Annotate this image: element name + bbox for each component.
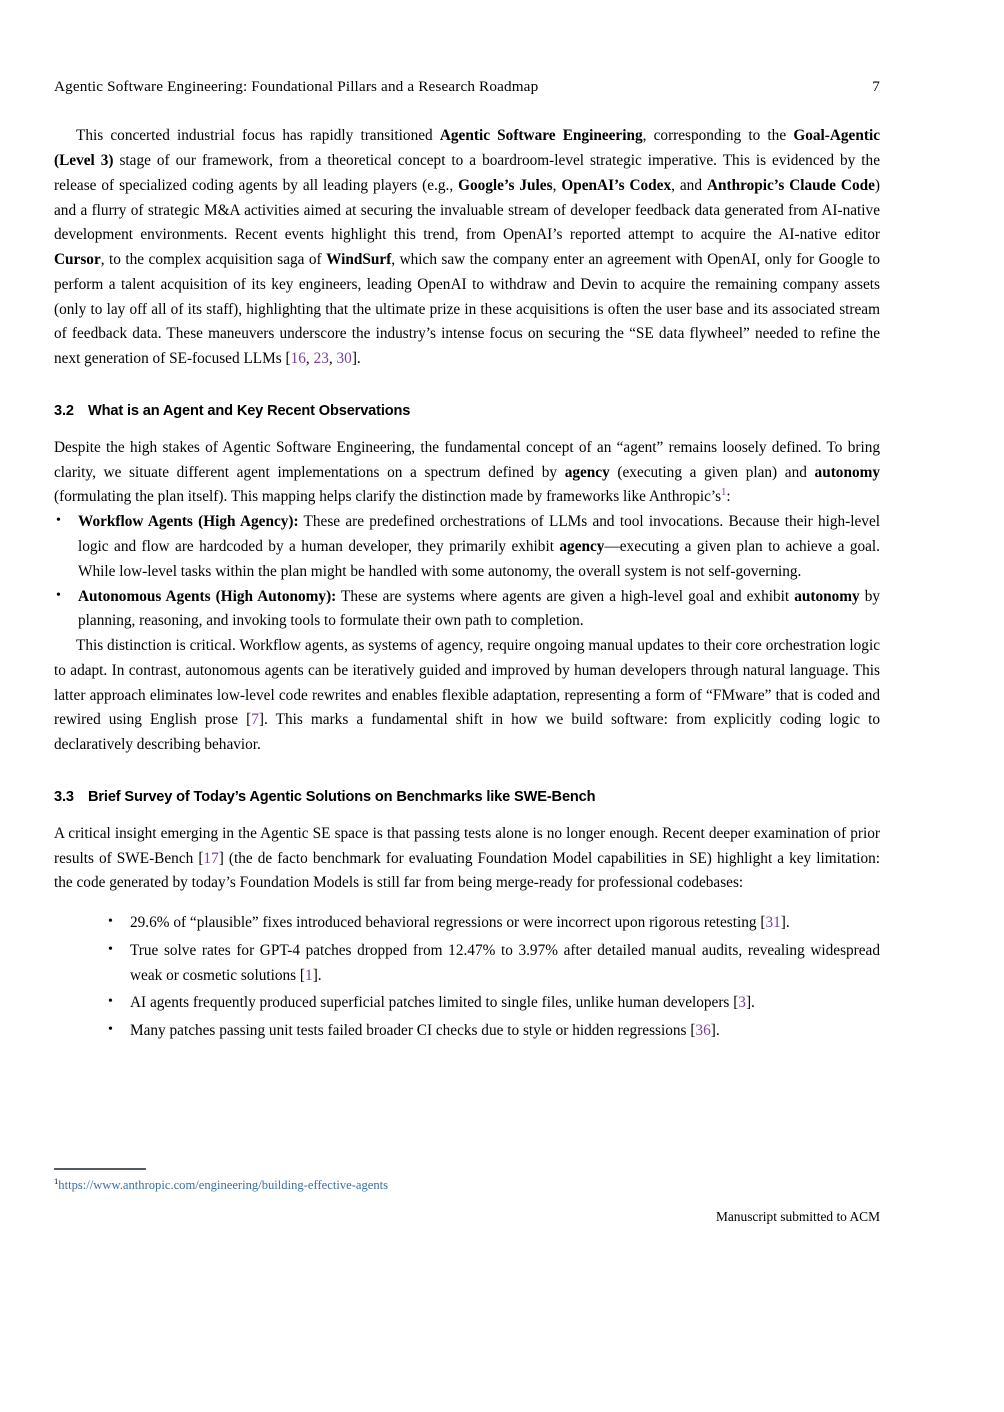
page-number: 7 <box>872 78 880 95</box>
text-run: ]. <box>780 914 790 932</box>
term-anthropic-claude-code: Anthropic’s Claude Code <box>706 176 875 194</box>
agent-types-list <box>54 510 880 634</box>
text-run: , <box>328 350 337 368</box>
citation-link-17[interactable]: 17 <box>203 849 219 867</box>
text-run: , <box>552 176 562 194</box>
text-run: This concerted industrial focus has rapidly transitioned <box>76 127 440 145</box>
text-run: This distinction is critical. Workflow agents, as systems of agency, require ongoing manual updates to their core orchestration logic to adapt. In contrast, autonomous agents can be iteratively guided and improved by human developers through natural language. This latter approach eliminates low-level code rewrites and enables flexible adaptation, representing a form of “FMware” that is coded and rewired using English prose [ <box>54 637 880 729</box>
term-openai-codex: OpenAI’s Codex <box>561 176 672 194</box>
manuscript-footer <box>54 1209 880 1225</box>
term-agentic-software-engineering: Agentic Software Engineering <box>439 127 643 145</box>
running-head <box>54 78 880 96</box>
section-heading-3-2 <box>54 402 880 421</box>
text-run: ]. <box>710 1022 720 1040</box>
section-number: 3.3 <box>54 788 74 805</box>
page-content <box>54 78 880 1044</box>
text-run: (executing a given plan) and <box>609 463 815 481</box>
bullet-lead-autonomous-agents: Autonomous Agents (High Autonomy): <box>78 587 337 605</box>
list-item <box>100 939 880 989</box>
section-3-3-paragraph-1 <box>54 822 880 896</box>
text-run: , and <box>671 176 707 194</box>
text-run: AI agents frequently produced superficial patches limited to single files, unlike human developers [ <box>130 994 739 1012</box>
text-run: True solve rates for GPT-4 patches dropped from 12.47% to 3.97% after detailed manual audits, revealing widespread weak or cosmetic solutions [ <box>130 941 880 984</box>
section-title: Brief Survey of Today’s Agentic Solutions on Benchmarks like SWE-Bench <box>88 788 596 805</box>
text-run: 29.6% of “plausible” fixes introduced behavioral regressions or were incorrect upon rigorous retesting [ <box>130 914 766 932</box>
text-run: ]. This marks a fundamental shift in how we build software: from explicitly coding logic to declaratively describing behavior. <box>54 711 880 754</box>
text-run: Despite the high stakes of Agentic Software Engineering, the fundamental concept of an “agent” remains loosely defined. To bring clarity, we situate different agent implementations on a spectrum defined by <box>54 438 880 481</box>
text-run: These are systems where agents are given a high-level goal and exhibit <box>336 587 795 605</box>
text-run: A critical insight emerging in the Agentic SE space is that passing tests alone is no longer enough. Recent deeper examination of prior results of SWE-Bench [ <box>54 824 880 867</box>
footnote-number: 1 <box>54 1176 59 1186</box>
section-heading-3-3 <box>54 788 880 807</box>
term-autonomy: autonomy <box>794 587 860 605</box>
citation-link-16[interactable]: 16 <box>290 350 306 368</box>
footnote-1 <box>54 1176 880 1195</box>
term-cursor: Cursor <box>54 251 101 269</box>
citation-link-36[interactable]: 36 <box>695 1022 711 1040</box>
citation-link-7[interactable]: 7 <box>251 711 259 729</box>
footnote-rule <box>54 1168 146 1170</box>
text-run: , <box>305 350 314 368</box>
text-run: ]. <box>745 994 755 1012</box>
citation-link-23[interactable]: 23 <box>313 350 329 368</box>
term-goal-agentic-level-3: Goal-Agentic (Level 3) <box>54 127 880 169</box>
text-run: : <box>726 488 731 506</box>
citation-link-31[interactable]: 31 <box>765 914 781 932</box>
text-run: ]. <box>351 350 361 368</box>
text-run: by planning, reasoning, and invoking tools to formulate their own path to completion. <box>78 587 881 630</box>
text-run: —executing a given plan to achieve a goal. While low-level tasks within the plan might be handled with some autonomy, the overall system is not self-governing. <box>78 538 880 580</box>
footnote-marker-1[interactable]: 1 <box>721 487 727 499</box>
section-title: What is an Agent and Key Recent Observations <box>88 402 411 419</box>
term-agency: agency <box>559 538 605 556</box>
footnote-area <box>54 1168 880 1195</box>
footnote-url-link[interactable]: https://www.anthropic.com/engineering/building-effective-agents <box>58 1178 389 1193</box>
text-run: (formulating the plan itself). This mapping helps clarify the distinction made by frameworks like Anthropic’s <box>54 488 722 506</box>
list-item <box>100 911 880 936</box>
intro-paragraph <box>54 124 880 372</box>
footer-text: Manuscript submitted to ACM <box>715 1209 880 1224</box>
findings-list <box>54 911 880 1044</box>
term-autonomy: autonomy <box>814 463 880 481</box>
citation-link-30[interactable]: 30 <box>336 350 352 368</box>
term-windsurf: WindSurf <box>326 251 392 269</box>
running-head-title: Agentic Software Engineering: Foundational Pillars and a Research Roadmap <box>54 78 539 95</box>
text-run: , to the complex acquisition saga of <box>100 251 327 269</box>
section-heading-3-3-wrapper <box>54 788 880 807</box>
list-item <box>54 585 880 635</box>
list-item <box>100 991 880 1016</box>
citation-link-3[interactable]: 3 <box>738 994 746 1012</box>
text-run: Many patches passing unit tests failed broader CI checks due to style or hidden regressions [ <box>130 1022 696 1040</box>
section-heading-3-2-wrapper <box>54 402 880 421</box>
section-3-2-paragraph-2 <box>54 634 880 758</box>
citation-link-1[interactable]: 1 <box>305 966 313 984</box>
section-number: 3.2 <box>54 402 74 419</box>
text-run: stage of our framework, from a theoretical concept to a boardroom-level strategic imperative. This is evidenced by the release of specialized coding agents by all leading players (e.g., <box>54 152 880 194</box>
list-item <box>100 1019 880 1044</box>
text-run: ] (the de facto benchmark for evaluating Foundation Model capabilities in SE) highlight a key limitation: the code generated by today’s Foundation Models is still far from being merge-ready for professional codebases: <box>54 849 880 892</box>
term-agency: agency <box>564 463 610 481</box>
text-run: ) and a flurry of strategic M&A activities aimed at securing the invaluable stream of developer feedback data generated from AI-native development environments. Recent events highlight this trend, from OpenAI’s reported attempt to acquire the AI-native editor <box>54 176 881 244</box>
list-item <box>54 510 880 584</box>
text-run: , which saw the company enter an agreement with OpenAI, only for Google to perform a talent acquisition of its key engineers, leading OpenAI to withdraw and Devin to acquire the remaining company assets (only to lay off all of its staff), highlighting that the ultimate prize in these acquisitions is often the user base and its associated stream of feedback data. These maneuvers underscore the industry’s intense focus on securing the “SE data flywheel” needed to refine the next generation of SE-focused LLMs [ <box>54 251 880 368</box>
term-google-jules: Google’s Jules <box>458 176 553 194</box>
text-run: ]. <box>312 966 322 984</box>
section-3-2-paragraph-1 <box>54 436 880 510</box>
text-run: These are predefined orchestrations of LLMs and tool invocations. Because their high-level logic and flow are hardcoded by a human developer, they primarily exhibit <box>78 513 880 556</box>
text-run: , corresponding to the <box>642 127 794 145</box>
bullet-lead-workflow-agents: Workflow Agents (High Agency): <box>78 513 299 531</box>
